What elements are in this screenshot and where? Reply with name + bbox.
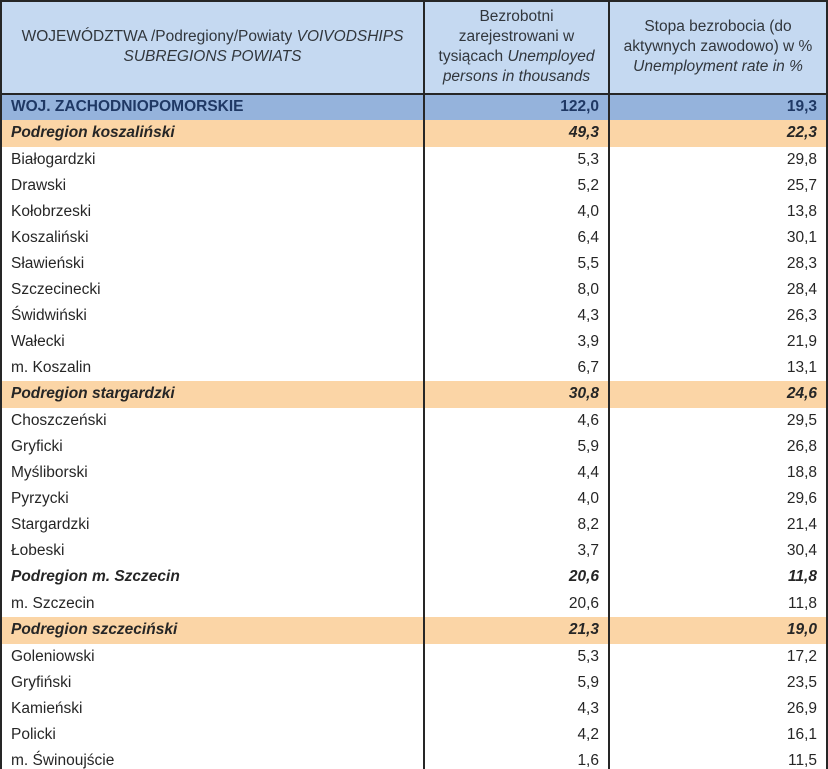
cell-unemployment-rate: 19,0: [609, 617, 826, 644]
cell-unemployment-rate: 29,8: [609, 147, 826, 173]
table-body: [2, 94, 826, 769]
cell-territory-name: Podregion stargardzki: [2, 381, 424, 408]
cell-unemployment-rate: 29,5: [609, 408, 826, 434]
cell-unemployment-rate: 16,1: [609, 722, 826, 748]
cell-unemployed-thousands: 30,8: [424, 381, 609, 408]
subregion-row: [2, 564, 826, 591]
column-header-territory: [2, 2, 424, 94]
cell-unemployment-rate: 28,4: [609, 277, 826, 303]
cell-unemployment-rate: 30,1: [609, 225, 826, 251]
column-header-unemployed-pl: Bezrobotni zarejestrowani w tysiącach: [438, 8, 575, 66]
column-header-rate-pl: Stopa bezrobocia (do aktywnych zawodowo) w %: [623, 18, 813, 56]
cell-unemployed-thousands: 5,5: [424, 251, 609, 277]
cell-unemployed-thousands: 6,7: [424, 355, 609, 381]
cell-unemployment-rate: 13,8: [609, 199, 826, 225]
cell-unemployed-thousands: 8,0: [424, 277, 609, 303]
table-header: [2, 2, 826, 94]
table-row: [2, 355, 826, 381]
cell-unemployed-thousands: 3,7: [424, 538, 609, 564]
table-row: [2, 147, 826, 173]
cell-unemployed-thousands: 5,9: [424, 434, 609, 460]
cell-territory-name: Goleniowski: [2, 644, 424, 670]
cell-unemployment-rate: 11,5: [609, 748, 826, 769]
table-row: [2, 251, 826, 277]
table-row: [2, 696, 826, 722]
cell-unemployment-rate: 29,6: [609, 486, 826, 512]
table-row: [2, 434, 826, 460]
subregion-row: [2, 120, 826, 147]
table-row: [2, 199, 826, 225]
column-header-unemployed: [424, 2, 609, 94]
cell-unemployed-thousands: 4,2: [424, 722, 609, 748]
table-row: [2, 670, 826, 696]
table-row: [2, 512, 826, 538]
cell-territory-name: m. Szczecin: [2, 591, 424, 617]
cell-unemployment-rate: 21,9: [609, 329, 826, 355]
cell-territory-name: Podregion koszaliński: [2, 120, 424, 147]
cell-territory-name: Podregion m. Szczecin: [2, 564, 424, 591]
cell-territory-name: Stargardzki: [2, 512, 424, 538]
cell-territory-name: Kołobrzeski: [2, 199, 424, 225]
cell-unemployed-thousands: 5,3: [424, 147, 609, 173]
table-row: [2, 408, 826, 434]
cell-unemployment-rate: 13,1: [609, 355, 826, 381]
cell-unemployed-thousands: 8,2: [424, 512, 609, 538]
cell-territory-name: m. Świnoujście: [2, 748, 424, 769]
cell-unemployment-rate: 18,8: [609, 460, 826, 486]
table-row: [2, 329, 826, 355]
cell-unemployment-rate: 11,8: [609, 564, 826, 591]
column-header-rate: [609, 2, 826, 94]
cell-territory-name: Choszczeński: [2, 408, 424, 434]
cell-unemployment-rate: 26,8: [609, 434, 826, 460]
table-row: [2, 722, 826, 748]
cell-unemployed-thousands: 20,6: [424, 564, 609, 591]
subregion-row: [2, 617, 826, 644]
cell-unemployed-thousands: 5,3: [424, 644, 609, 670]
column-header-unemployed-en: Unemployed persons in thousands: [442, 48, 595, 86]
table-row: [2, 748, 826, 769]
cell-territory-name: Szczecinecki: [2, 277, 424, 303]
cell-unemployed-thousands: 4,6: [424, 408, 609, 434]
table-row: [2, 591, 826, 617]
cell-territory-name: Sławieński: [2, 251, 424, 277]
cell-unemployed-thousands: 5,2: [424, 173, 609, 199]
cell-unemployed-thousands: 4,0: [424, 199, 609, 225]
cell-unemployment-rate: 26,9: [609, 696, 826, 722]
cell-unemployment-rate: 26,3: [609, 303, 826, 329]
cell-unemployment-rate: 17,2: [609, 644, 826, 670]
cell-territory-name: Podregion szczeciński: [2, 617, 424, 644]
cell-territory-name: Koszaliński: [2, 225, 424, 251]
cell-unemployed-thousands: 4,0: [424, 486, 609, 512]
cell-unemployment-rate: 25,7: [609, 173, 826, 199]
cell-unemployment-rate: 21,4: [609, 512, 826, 538]
cell-territory-name: Myśliborski: [2, 460, 424, 486]
table-row: [2, 644, 826, 670]
column-header-territory-en: VOIVODSHIPS SUBREGIONS POWIATS: [123, 28, 404, 66]
cell-unemployed-thousands: 20,6: [424, 591, 609, 617]
cell-territory-name: Gryficki: [2, 434, 424, 460]
cell-territory-name: Pyrzycki: [2, 486, 424, 512]
cell-unemployed-thousands: 5,9: [424, 670, 609, 696]
cell-territory-name: Świdwiński: [2, 303, 424, 329]
cell-unemployment-rate: 28,3: [609, 251, 826, 277]
cell-territory-name: Łobeski: [2, 538, 424, 564]
cell-unemployment-rate: 11,8: [609, 591, 826, 617]
cell-territory-name: Gryfiński: [2, 670, 424, 696]
cell-unemployed-thousands: 122,0: [424, 94, 609, 120]
table-row: [2, 277, 826, 303]
table-row: [2, 173, 826, 199]
cell-unemployed-thousands: 4,3: [424, 696, 609, 722]
table-row: [2, 460, 826, 486]
cell-unemployed-thousands: 4,4: [424, 460, 609, 486]
cell-territory-name: Wałecki: [2, 329, 424, 355]
table-row: [2, 486, 826, 512]
cell-unemployment-rate: 22,3: [609, 120, 826, 147]
cell-territory-name: Policki: [2, 722, 424, 748]
cell-unemployed-thousands: 21,3: [424, 617, 609, 644]
voivodship-total-row: [2, 94, 826, 120]
cell-unemployed-thousands: 6,4: [424, 225, 609, 251]
cell-territory-name: m. Koszalin: [2, 355, 424, 381]
header-row: [2, 2, 826, 94]
table-row: [2, 303, 826, 329]
column-header-rate-en: Unemployment rate in %: [633, 58, 803, 76]
subregion-row: [2, 381, 826, 408]
cell-territory-name: Drawski: [2, 173, 424, 199]
cell-unemployed-thousands: 3,9: [424, 329, 609, 355]
unemployment-statistics-table: [2, 2, 826, 769]
column-header-territory-pl: WOJEWÓDZTWA /Podregiony/Powiaty: [21, 28, 297, 46]
cell-unemployment-rate: 23,5: [609, 670, 826, 696]
cell-territory-name: Kamieński: [2, 696, 424, 722]
cell-unemployment-rate: 30,4: [609, 538, 826, 564]
cell-territory-name: Białogardzki: [2, 147, 424, 173]
cell-unemployed-thousands: 1,6: [424, 748, 609, 769]
cell-unemployment-rate: 24,6: [609, 381, 826, 408]
table-row: [2, 225, 826, 251]
cell-unemployment-rate: 19,3: [609, 94, 826, 120]
cell-unemployed-thousands: 49,3: [424, 120, 609, 147]
table-row: [2, 538, 826, 564]
cell-territory-name: WOJ. ZACHODNIOPOMORSKIE: [2, 94, 424, 120]
cell-unemployed-thousands: 4,3: [424, 303, 609, 329]
